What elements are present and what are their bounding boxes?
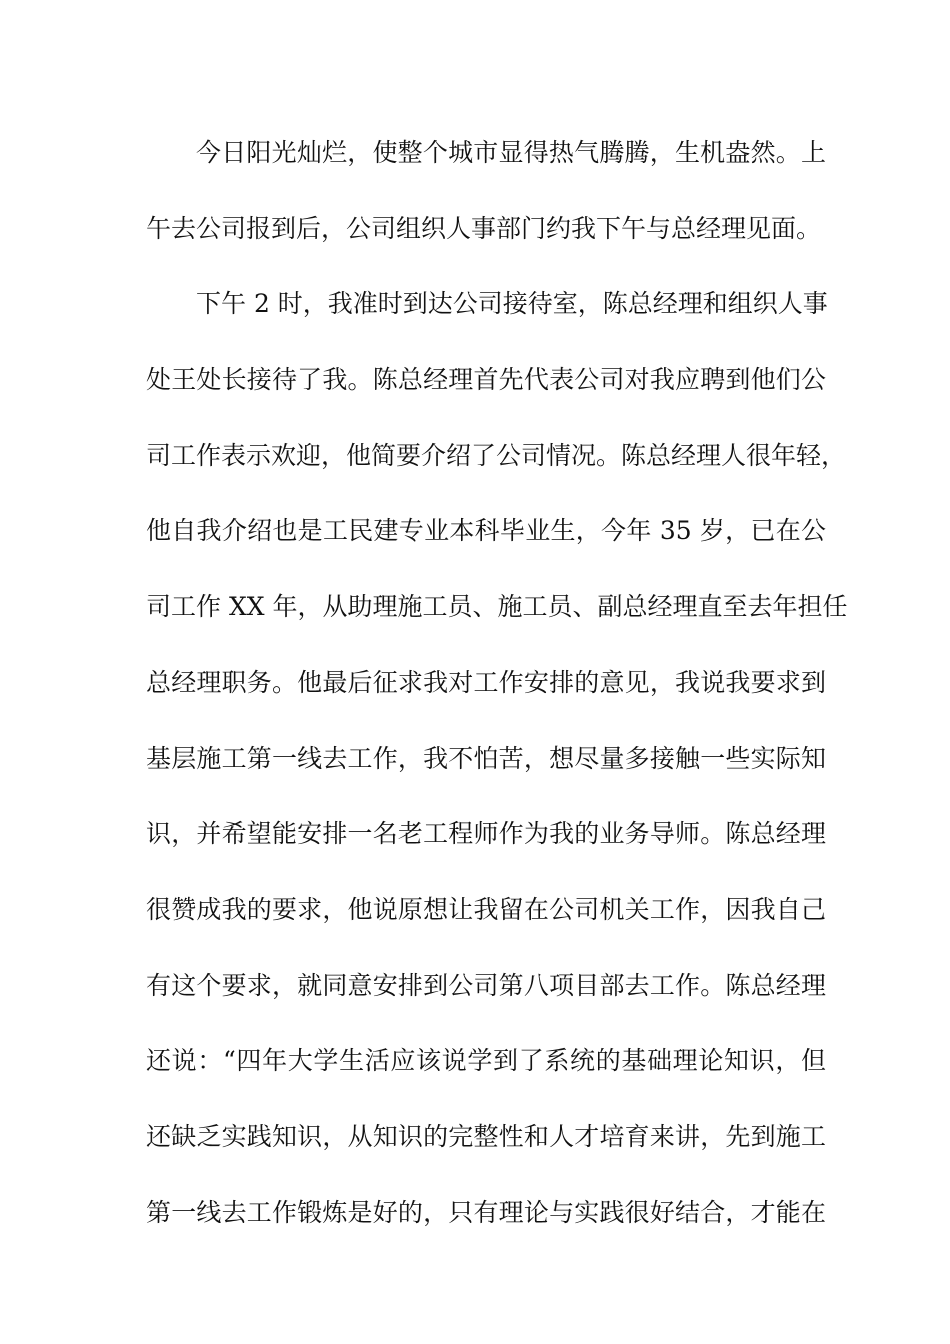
paragraph-2-line-10: 有这个要求，就同意安排到公司第八项目部去工作。陈总经理 [146,970,826,1000]
paragraph-2-line-7: 基层施工第一线去工作，我不怕苦，想尽量多接触一些实际知 [146,743,826,773]
paragraph-2-line-6: 总经理职务。他最后征求我对工作安排的意见，我说我要求到 [146,667,826,697]
paragraph-1-line-2: 午去公司报到后，公司组织人事部门约我下午与总经理见面。 [146,213,822,243]
paragraph-2-line-4: 他自我介绍也是工民建专业本科毕业生，今年 35 岁，已在公 [146,516,826,546]
paragraph-2-line-13: 第一线去工作锻炼是好的，只有理论与实践很好结合，才能在 [146,1197,826,1227]
paragraph-2-line-5: 司工作 XX 年，从助理施工员、施工员、副总经理直至去年担任 [146,592,848,622]
paragraph-2-line-11: 还说：“四年大学生活应该说学到了系统的基础理论知识，但 [146,1046,826,1076]
paragraph-2-line-2: 处王处长接待了我。陈总经理首先代表公司对我应聘到他们公 [146,365,826,395]
paragraph-2-line-8: 识，并希望能安排一名老工程师作为我的业务导师。陈总经理 [146,819,826,849]
paragraph-2-line-1: 下午 2 时，我准时到达公司接待室，陈总经理和组织人事 [196,289,828,319]
paragraph-2-line-12: 还缺乏实践知识，从知识的完整性和人才培育来讲，先到施工 [146,1121,826,1151]
document-body [146,128,848,1263]
paragraph-2-line-3: 司工作表示欢迎，他简要介绍了公司情况。陈总经理人很年轻， [146,440,847,470]
paragraph-1-line-1: 今日阳光灿烂，使整个城市显得热气腾腾，生机盎然。上 [196,138,826,167]
paragraph-2-line-9: 很赞成我的要求，他说原想让我留在公司机关工作，因我自己 [146,894,826,924]
